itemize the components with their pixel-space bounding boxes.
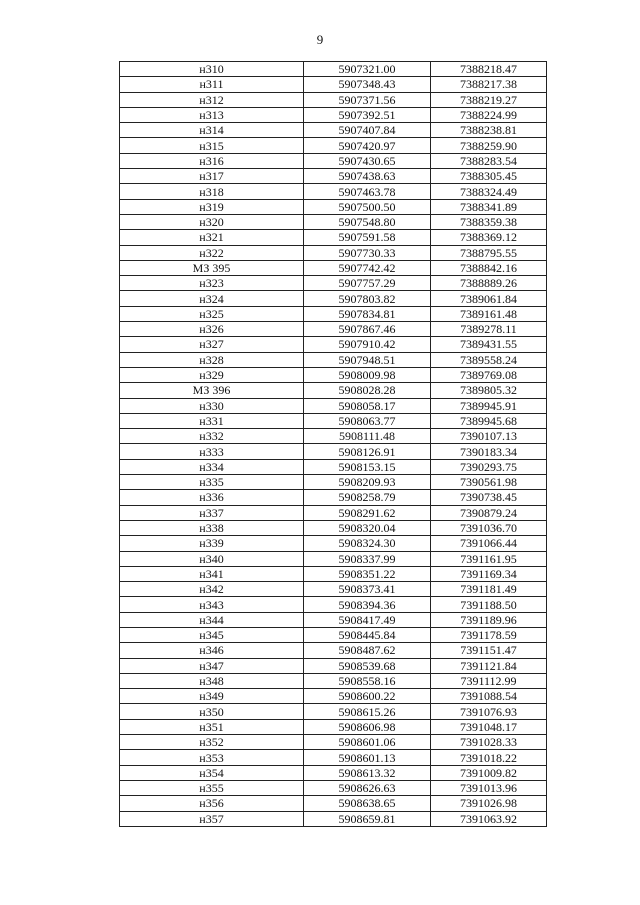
y-coordinate-cell: 7389161.48: [431, 306, 547, 321]
x-coordinate-cell: 5908058.17: [304, 398, 431, 413]
table-row: [120, 551, 547, 566]
x-coordinate-cell: 5907591.58: [304, 230, 431, 245]
y-coordinate-cell: 7391169.34: [431, 566, 547, 581]
table-row: [120, 169, 547, 184]
x-coordinate-cell: 5908394.36: [304, 597, 431, 612]
table-row: [120, 199, 547, 214]
point-id-cell: н339: [120, 536, 304, 551]
point-id-cell: н345: [120, 627, 304, 642]
point-id-cell: н338: [120, 520, 304, 535]
x-coordinate-cell: 5907463.78: [304, 184, 431, 199]
table-row: [120, 413, 547, 428]
table-row: [120, 260, 547, 275]
point-id-cell: н353: [120, 750, 304, 765]
x-coordinate-cell: 5907407.84: [304, 123, 431, 138]
x-coordinate-cell: 5908337.99: [304, 551, 431, 566]
x-coordinate-cell: 5908417.49: [304, 612, 431, 627]
y-coordinate-cell: 7388218.47: [431, 62, 547, 77]
point-id-cell: н348: [120, 673, 304, 688]
table-row: [120, 459, 547, 474]
y-coordinate-cell: 7390738.45: [431, 490, 547, 505]
table-row: [120, 689, 547, 704]
point-id-cell: н314: [120, 123, 304, 138]
point-id-cell: н332: [120, 429, 304, 444]
table-row: [120, 582, 547, 597]
x-coordinate-cell: 5907371.56: [304, 92, 431, 107]
table-row: [120, 597, 547, 612]
point-id-cell: н327: [120, 337, 304, 352]
x-coordinate-cell: 5908659.81: [304, 811, 431, 826]
page-number: 9: [316, 32, 324, 47]
table-row: [120, 107, 547, 122]
x-coordinate-cell: 5908320.04: [304, 520, 431, 535]
x-coordinate-cell: 5908111.48: [304, 429, 431, 444]
y-coordinate-cell: 7391188.50: [431, 597, 547, 612]
x-coordinate-cell: 5908209.93: [304, 475, 431, 490]
point-id-cell: н337: [120, 505, 304, 520]
point-id-cell: н347: [120, 658, 304, 673]
point-id-cell: н322: [120, 245, 304, 260]
point-id-cell: н318: [120, 184, 304, 199]
y-coordinate-cell: 7391189.96: [431, 612, 547, 627]
y-coordinate-cell: 7391013.96: [431, 780, 547, 795]
x-coordinate-cell: 5907757.29: [304, 276, 431, 291]
point-id-cell: н319: [120, 199, 304, 214]
table-row: [120, 367, 547, 382]
x-coordinate-cell: 5908601.06: [304, 735, 431, 750]
y-coordinate-cell: 7389945.91: [431, 398, 547, 413]
table-row: [120, 383, 547, 398]
x-coordinate-cell: 5908626.63: [304, 780, 431, 795]
x-coordinate-cell: 5908373.41: [304, 582, 431, 597]
coordinates-table: [119, 61, 547, 827]
table-row: [120, 796, 547, 811]
table-row: [120, 184, 547, 199]
table-row: [120, 398, 547, 413]
point-id-cell: н328: [120, 352, 304, 367]
y-coordinate-cell: 7391063.92: [431, 811, 547, 826]
point-id-cell: н333: [120, 444, 304, 459]
table-row: [120, 735, 547, 750]
point-id-cell: н334: [120, 459, 304, 474]
point-id-cell: МЗ 396: [120, 383, 304, 398]
y-coordinate-cell: 7391076.93: [431, 704, 547, 719]
table-row: [120, 214, 547, 229]
x-coordinate-cell: 5908539.68: [304, 658, 431, 673]
table-row: [120, 337, 547, 352]
x-coordinate-cell: 5908009.98: [304, 367, 431, 382]
table-row: [120, 138, 547, 153]
table-row: [120, 536, 547, 551]
point-id-cell: н344: [120, 612, 304, 627]
table-row: [120, 505, 547, 520]
y-coordinate-cell: 7390293.75: [431, 459, 547, 474]
point-id-cell: н356: [120, 796, 304, 811]
y-coordinate-cell: 7391009.82: [431, 765, 547, 780]
point-id-cell: н355: [120, 780, 304, 795]
y-coordinate-cell: 7389431.55: [431, 337, 547, 352]
point-id-cell: н311: [120, 77, 304, 92]
x-coordinate-cell: 5908601.13: [304, 750, 431, 765]
point-id-cell: н340: [120, 551, 304, 566]
y-coordinate-cell: 7391048.17: [431, 719, 547, 734]
x-coordinate-cell: 5908445.84: [304, 627, 431, 642]
table-row: [120, 490, 547, 505]
x-coordinate-cell: 5907548.80: [304, 214, 431, 229]
x-coordinate-cell: 5908028.28: [304, 383, 431, 398]
y-coordinate-cell: 7388324.49: [431, 184, 547, 199]
y-coordinate-cell: 7388341.89: [431, 199, 547, 214]
x-coordinate-cell: 5907948.51: [304, 352, 431, 367]
x-coordinate-cell: 5907867.46: [304, 322, 431, 337]
x-coordinate-cell: 5908063.77: [304, 413, 431, 428]
x-coordinate-cell: 5907348.43: [304, 77, 431, 92]
point-id-cell: н310: [120, 62, 304, 77]
y-coordinate-cell: 7391181.49: [431, 582, 547, 597]
point-id-cell: н313: [120, 107, 304, 122]
x-coordinate-cell: 5908600.22: [304, 689, 431, 704]
x-coordinate-cell: 5908606.98: [304, 719, 431, 734]
table-row: [120, 719, 547, 734]
x-coordinate-cell: 5908638.65: [304, 796, 431, 811]
x-coordinate-cell: 5907392.51: [304, 107, 431, 122]
point-id-cell: н349: [120, 689, 304, 704]
point-id-cell: н312: [120, 92, 304, 107]
table-row: [120, 658, 547, 673]
point-id-cell: н330: [120, 398, 304, 413]
point-id-cell: н317: [120, 169, 304, 184]
point-id-cell: н357: [120, 811, 304, 826]
point-id-cell: н315: [120, 138, 304, 153]
point-id-cell: н324: [120, 291, 304, 306]
point-id-cell: н331: [120, 413, 304, 428]
y-coordinate-cell: 7390561.98: [431, 475, 547, 490]
y-coordinate-cell: 7389769.08: [431, 367, 547, 382]
table-row: [120, 62, 547, 77]
point-id-cell: н343: [120, 597, 304, 612]
table-row: [120, 291, 547, 306]
x-coordinate-cell: 5907834.81: [304, 306, 431, 321]
table-row: [120, 704, 547, 719]
point-id-cell: н350: [120, 704, 304, 719]
table-row: [120, 77, 547, 92]
point-id-cell: н341: [120, 566, 304, 581]
y-coordinate-cell: 7388889.26: [431, 276, 547, 291]
table-row: [120, 780, 547, 795]
table-row: [120, 306, 547, 321]
point-id-cell: н335: [120, 475, 304, 490]
x-coordinate-cell: 5908351.22: [304, 566, 431, 581]
table-row: [120, 750, 547, 765]
table-row: [120, 92, 547, 107]
table-row: [120, 352, 547, 367]
x-coordinate-cell: 5907430.65: [304, 153, 431, 168]
y-coordinate-cell: 7388283.54: [431, 153, 547, 168]
x-coordinate-cell: 5908258.79: [304, 490, 431, 505]
table-row: [120, 627, 547, 642]
y-coordinate-cell: 7388224.99: [431, 107, 547, 122]
y-coordinate-cell: 7391018.22: [431, 750, 547, 765]
table-row: [120, 123, 547, 138]
table-row: [120, 444, 547, 459]
point-id-cell: н329: [120, 367, 304, 382]
y-coordinate-cell: 7390107.13: [431, 429, 547, 444]
x-coordinate-cell: 5908558.16: [304, 673, 431, 688]
y-coordinate-cell: 7391161.95: [431, 551, 547, 566]
table-row: [120, 276, 547, 291]
y-coordinate-cell: 7391178.59: [431, 627, 547, 642]
x-coordinate-cell: 5908291.62: [304, 505, 431, 520]
table-row: [120, 566, 547, 581]
x-coordinate-cell: 5907910.42: [304, 337, 431, 352]
y-coordinate-cell: 7388238.81: [431, 123, 547, 138]
table-row: [120, 612, 547, 627]
point-id-cell: н342: [120, 582, 304, 597]
table-row: [120, 520, 547, 535]
table-row: [120, 153, 547, 168]
point-id-cell: н326: [120, 322, 304, 337]
point-id-cell: н346: [120, 643, 304, 658]
y-coordinate-cell: 7391112.99: [431, 673, 547, 688]
table-row: [120, 643, 547, 658]
x-coordinate-cell: 5908615.26: [304, 704, 431, 719]
table-row: [120, 245, 547, 260]
y-coordinate-cell: 7389278.11: [431, 322, 547, 337]
y-coordinate-cell: 7391088.54: [431, 689, 547, 704]
x-coordinate-cell: 5907420.97: [304, 138, 431, 153]
table-row: [120, 475, 547, 490]
point-id-cell: МЗ 395: [120, 260, 304, 275]
table-row: [120, 230, 547, 245]
x-coordinate-cell: 5907438.63: [304, 169, 431, 184]
y-coordinate-cell: 7389558.24: [431, 352, 547, 367]
y-coordinate-cell: 7391026.98: [431, 796, 547, 811]
x-coordinate-cell: 5908487.62: [304, 643, 431, 658]
y-coordinate-cell: 7391151.47: [431, 643, 547, 658]
point-id-cell: н325: [120, 306, 304, 321]
y-coordinate-cell: 7388305.45: [431, 169, 547, 184]
x-coordinate-cell: 5908613.32: [304, 765, 431, 780]
y-coordinate-cell: 7388217.38: [431, 77, 547, 92]
y-coordinate-cell: 7391066.44: [431, 536, 547, 551]
y-coordinate-cell: 7388359.38: [431, 214, 547, 229]
y-coordinate-cell: 7389945.68: [431, 413, 547, 428]
y-coordinate-cell: 7390183.34: [431, 444, 547, 459]
table-row: [120, 429, 547, 444]
x-coordinate-cell: 5907742.42: [304, 260, 431, 275]
coordinates-table-body: [120, 62, 547, 827]
y-coordinate-cell: 7389061.84: [431, 291, 547, 306]
y-coordinate-cell: 7388842.16: [431, 260, 547, 275]
point-id-cell: н351: [120, 719, 304, 734]
point-id-cell: н323: [120, 276, 304, 291]
x-coordinate-cell: 5908126.91: [304, 444, 431, 459]
point-id-cell: н316: [120, 153, 304, 168]
x-coordinate-cell: 5907321.00: [304, 62, 431, 77]
y-coordinate-cell: 7388259.90: [431, 138, 547, 153]
y-coordinate-cell: 7388795.55: [431, 245, 547, 260]
point-id-cell: н320: [120, 214, 304, 229]
x-coordinate-cell: 5908324.30: [304, 536, 431, 551]
y-coordinate-cell: 7391036.70: [431, 520, 547, 535]
point-id-cell: н321: [120, 230, 304, 245]
y-coordinate-cell: 7389805.32: [431, 383, 547, 398]
table-row: [120, 322, 547, 337]
point-id-cell: н352: [120, 735, 304, 750]
x-coordinate-cell: 5907803.82: [304, 291, 431, 306]
table-row: [120, 765, 547, 780]
y-coordinate-cell: 7390879.24: [431, 505, 547, 520]
table-row: [120, 673, 547, 688]
x-coordinate-cell: 5907500.50: [304, 199, 431, 214]
x-coordinate-cell: 5908153.15: [304, 459, 431, 474]
y-coordinate-cell: 7391028.33: [431, 735, 547, 750]
y-coordinate-cell: 7388369.12: [431, 230, 547, 245]
table-row: [120, 811, 547, 826]
point-id-cell: н336: [120, 490, 304, 505]
y-coordinate-cell: 7391121.84: [431, 658, 547, 673]
x-coordinate-cell: 5907730.33: [304, 245, 431, 260]
y-coordinate-cell: 7388219.27: [431, 92, 547, 107]
point-id-cell: н354: [120, 765, 304, 780]
